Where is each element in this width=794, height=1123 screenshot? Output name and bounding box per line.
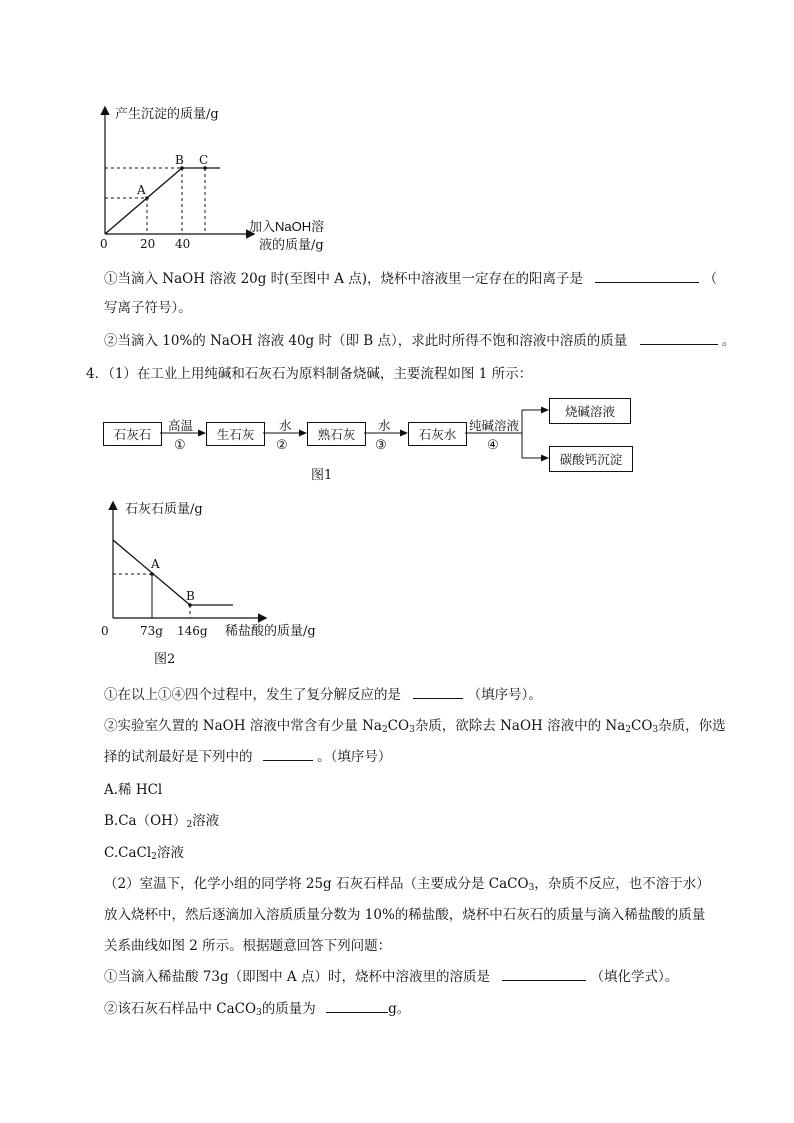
x-axis-label-line2: 液的质量/g — [259, 238, 324, 253]
option-b-text: B.Ca（OH） — [104, 813, 187, 829]
q4-intro: 4．（1）在工业上用纯碱和石灰石为原料制备烧碱，主要流程如图 1 所示： — [86, 366, 533, 382]
q4-part2-sub2-text: ②该石灰石样品中 CaCO — [104, 1001, 257, 1017]
q4-part2-sub2-answer-blank[interactable] — [326, 1000, 388, 1013]
flow-box-quicklime: 生石灰 — [206, 422, 265, 446]
q4-part2-sub1-suffix: （填化学式）。 — [590, 969, 679, 985]
q4-part2-text-b: ，杂质不反应，也不溶于水） — [534, 876, 710, 892]
q4-part2-line3: 关系曲线如图 2 所示。根据题意回答下列问题： — [104, 938, 392, 954]
point-a-dot — [150, 572, 154, 576]
figure2-caption: 图2 — [154, 652, 176, 667]
point-b-dot — [188, 603, 192, 607]
y-axis-label: 产生沉淀的质量/g — [115, 107, 219, 122]
subscript-3b: 3 — [652, 725, 659, 735]
q4-part2-sub1 — [104, 968, 678, 986]
q4-part2-sub1-text: ①当滴入稀盐酸 73g（即图中 A 点）时，烧杯中溶液里的溶质是 — [104, 969, 490, 985]
q4-part1-sub1 — [104, 686, 542, 704]
option-c-suffix: 溶液 — [156, 845, 184, 861]
point-a-label: A — [137, 183, 146, 197]
option-b-suffix: 溶液 — [192, 813, 220, 829]
flow-box-slaked-lime: 熟石灰 — [307, 422, 366, 446]
point-c-label: C — [199, 153, 209, 167]
flow-arrow-1-condition: 高温 — [168, 418, 194, 433]
q4-text-d: CO — [630, 718, 653, 734]
q4-part1-sub2-line1 — [104, 717, 726, 739]
flow-arrow-3-condition: 水 — [378, 418, 391, 433]
q4-part1-sub2-suffix: 。（填序号） — [317, 749, 392, 765]
q4-part1-sub2-text: 择的试剂最好是下列中的 — [104, 749, 253, 765]
q4-part2-sub2 — [104, 1000, 410, 1022]
q4-part2-subscript: 3 — [528, 883, 535, 893]
tick-146-label: 146g — [177, 624, 208, 638]
flow-box-calcium-carbonate: 碳酸钙沉淀 — [549, 446, 633, 472]
tick-20-label: 20 — [140, 237, 156, 251]
x-axis-label-line1: 加入NaOH溶 — [249, 219, 325, 234]
flow-box-limewater: 石灰水 — [408, 422, 467, 446]
point-b-label: B — [186, 589, 195, 603]
subscript-3: 3 — [409, 725, 415, 735]
q4-text-e: 杂质，你选 — [658, 718, 726, 734]
q4-text-a: ②实验室久置的 NaOH 溶液中常含有少量 Na — [104, 718, 382, 734]
flow-arrow-4-condition: 纯碱溶液 — [469, 418, 520, 433]
q3-part1-suffix: （ — [703, 271, 718, 287]
flow-arrow-1-number: ① — [174, 438, 186, 453]
q4-text-c: 杂质，欲除去 NaOH 溶液中的 Na — [414, 718, 626, 734]
figure1-caption: 图1 — [311, 468, 333, 483]
y-axis-label: 石灰石质量/g — [125, 502, 203, 517]
limestone-graph — [95, 495, 335, 670]
q4-text-b: CO — [387, 718, 410, 734]
point-b-label: B — [175, 153, 184, 167]
q4-part1-sub1-suffix: （填序号）。 — [467, 687, 542, 703]
origin-label: 0 — [100, 237, 108, 251]
tick-40-label: 40 — [175, 237, 191, 251]
flow-arrow-2-condition: 水 — [279, 418, 292, 433]
q3-part1-line2: 写离子符号）。 — [104, 300, 192, 316]
q4-part2-sub2-middle: 的质量为 — [261, 1001, 316, 1017]
origin-label: 0 — [101, 624, 109, 638]
q4-part2-line2: 放入烧杯中，然后逐滴加入溶质质量分数为 10%的稀盐酸，烧杯中石灰石的质量与滴入稀盐酸的质量 — [104, 907, 706, 923]
point-a-label: A — [151, 557, 160, 571]
q4-part2-sub1-answer-blank[interactable] — [502, 968, 586, 981]
flow-arrow-3-number: ③ — [375, 438, 387, 453]
flow-arrows — [0, 0, 794, 500]
q4-part2-sub2-subscript: 3 — [256, 1008, 262, 1018]
flow-box-limestone: 石灰石 — [103, 422, 162, 446]
q4-part1-sub1-text: ①在以上①④四个过程中，发生了复分解反应的是 — [104, 687, 401, 703]
q3-part2-text: ②当滴入 10%的 NaOH 溶液 40g 时（即 B 点），求此时所得不饱和溶液中溶质的质量 — [104, 333, 628, 349]
flow-arrow-4-number: ④ — [487, 438, 499, 453]
q3-part2-suffix: 。 — [721, 333, 736, 349]
x-axis-label: 稀盐酸的质量/g — [225, 624, 316, 639]
option-b-subscript: 2 — [186, 820, 193, 830]
option-c-subscript: 2 — [151, 852, 157, 862]
flow-arrow-2-number: ② — [276, 438, 288, 453]
tick-73-label: 73g — [140, 624, 163, 638]
q4-part1-sub1-answer-blank[interactable] — [413, 686, 463, 699]
option-c-text: C.CaCl — [104, 845, 152, 861]
flow-box-caustic-soda: 烧碱溶液 — [549, 398, 631, 424]
q4-part2-text-a: （2）室温下，化学小组的同学将 25g 石灰石样品（主要成分是 CaCO — [104, 876, 529, 892]
option-a: A.稀 HCl — [104, 782, 163, 798]
option-b — [104, 812, 219, 834]
subscript-2: 2 — [381, 725, 388, 735]
q4-part1-sub2-answer-blank[interactable] — [263, 748, 313, 761]
subscript-2b: 2 — [625, 725, 631, 735]
option-c — [104, 844, 184, 866]
q4-part2-line1 — [104, 875, 710, 897]
q3-part1-text: ①当滴入 NaOH 溶液 20g 时(至图中 A 点)，烧杯中溶液里一定存在的阳离子是 — [104, 271, 584, 287]
q4-part1-sub2-line2 — [104, 748, 391, 766]
q4-part2-sub2-suffix: g。 — [388, 1001, 411, 1017]
